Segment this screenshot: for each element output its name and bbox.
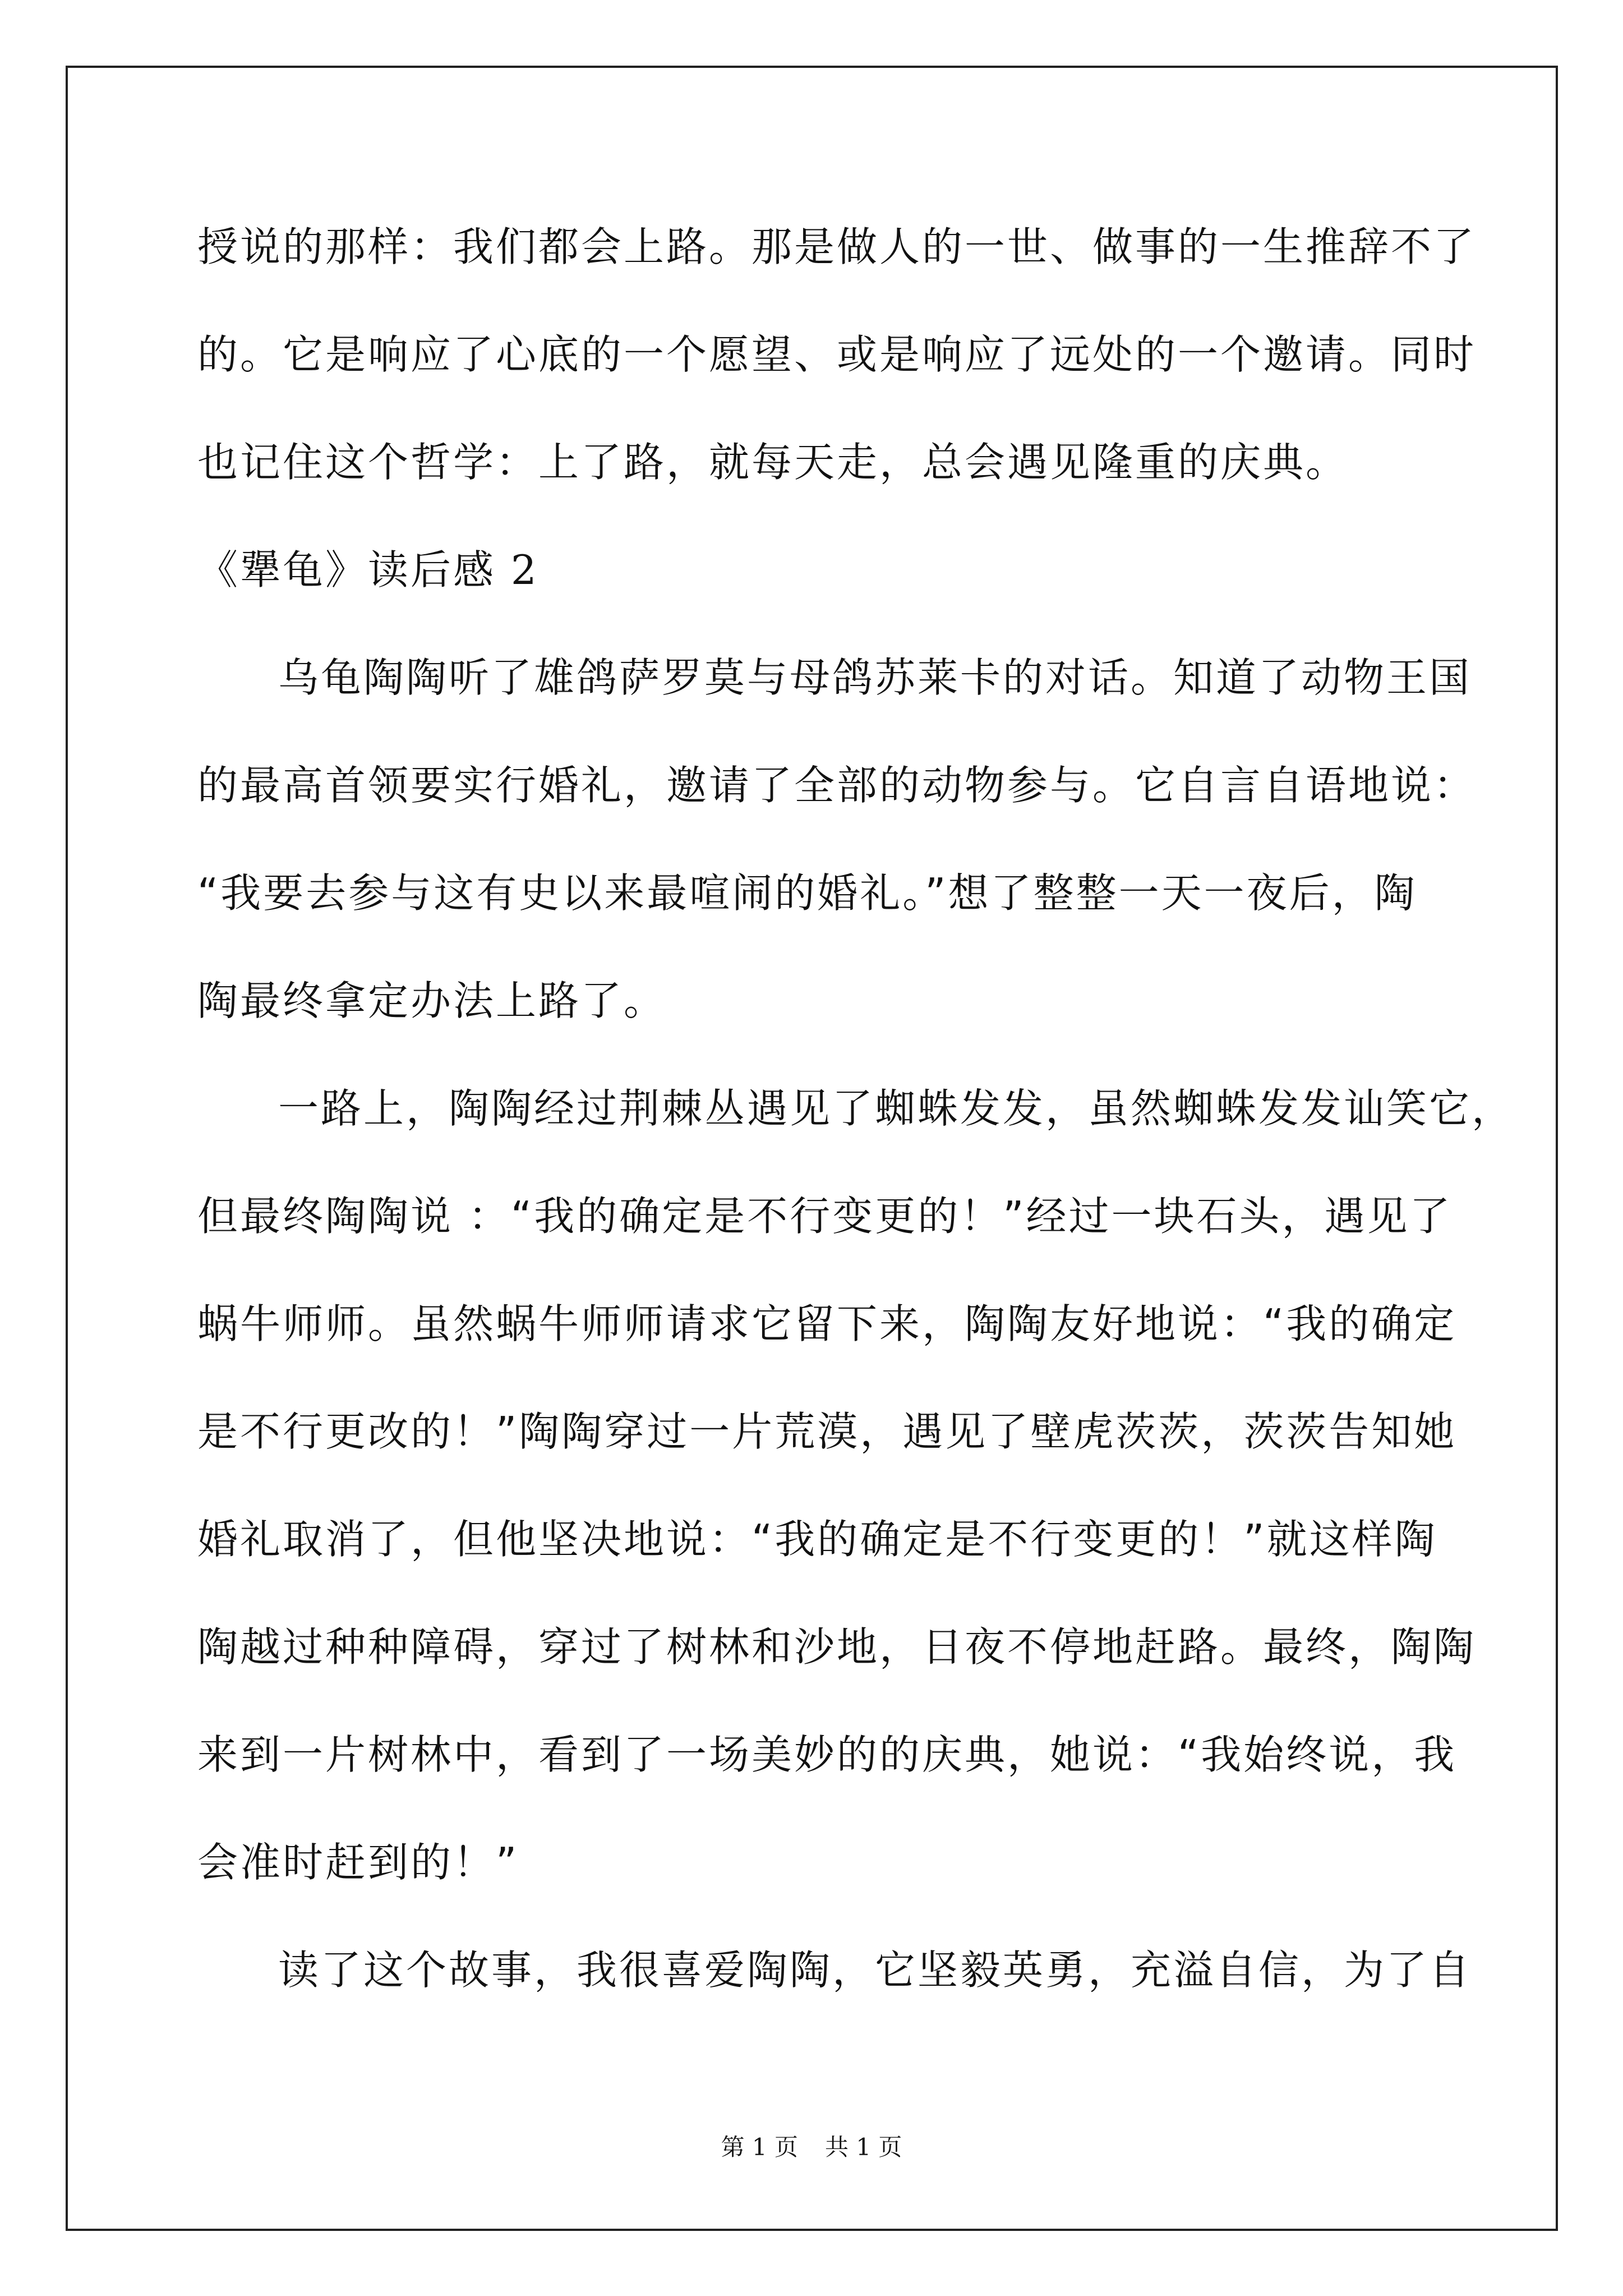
paragraph-2-line-7: 来到一片树林中，看到了一场美妙的的庆典，她说：“我始终说，我 xyxy=(197,1731,1457,1778)
page-number: 第 1 页 xyxy=(721,2133,798,2161)
paragraph-1-line-4: 陶最终拿定办法上路了。 xyxy=(197,977,667,1024)
paragraph-3-line-1: 读了这个故事，我很喜爱陶陶，它坚毅英勇，充溢自信，为了自 xyxy=(278,1947,1472,1994)
body-line-2: 的。它是响应了心底的一个愿望、或是响应了远处的一个邀请。同时 xyxy=(197,331,1477,378)
paragraph-2-line-3: 蜗牛师师。虽然蜗牛师师请求它留下来，陶陶友好地说：“我的确定 xyxy=(197,1300,1457,1347)
paragraph-2-line-4: 是不行更改的！”陶陶穿过一片荒漠，遇见了壁虎茨茨，茨茨告知她 xyxy=(197,1408,1457,1455)
paragraph-1-line-1: 乌龟陶陶听了雄鸽萨罗莫与母鸽苏莱卡的对话。知道了动物王国 xyxy=(278,654,1472,701)
paragraph-1-line-3: “我要去参与这有史以来最喧闹的婚礼。”想了整整一天一夜后，陶 xyxy=(197,869,1417,917)
body-line-3: 也记住这个哲学：上了路，就每天走，总会遇见隆重的庆典。 xyxy=(197,439,1349,486)
paragraph-2-line-6: 陶越过种种障碍，穿过了树林和沙地，日夜不停地赶路。最终，陶陶 xyxy=(197,1623,1477,1671)
page-total: 共 1 页 xyxy=(825,2133,902,2161)
paragraph-2-line-5: 婚礼取消了，但他坚决地说：“我的确定是不行变更的！”就这样陶 xyxy=(197,1516,1437,1563)
page-footer xyxy=(0,2129,1623,2162)
document-body xyxy=(197,216,1515,2047)
body-line-1: 授说的那样：我们都会上路。那是做人的一世、做事的一生推辞不了 xyxy=(197,223,1477,270)
paragraph-2-line-1: 一路上，陶陶经过荆棘丛遇见了蜘蛛发发，虽然蜘蛛发发讪笑它， xyxy=(278,1085,1515,1132)
paragraph-2-line-8: 会准时赶到的！” xyxy=(197,1839,519,1886)
section-heading: 《犟龟》读后感 2 xyxy=(197,546,539,593)
paragraph-1-line-2: 的最高首领要实行婚礼，邀请了全部的动物参与。它自言自语地说： xyxy=(197,762,1477,809)
paragraph-2-line-2: 但最终陶陶说 ：“我的确定是不行变更的！”经过一块石头，遇见了 xyxy=(197,1193,1453,1240)
